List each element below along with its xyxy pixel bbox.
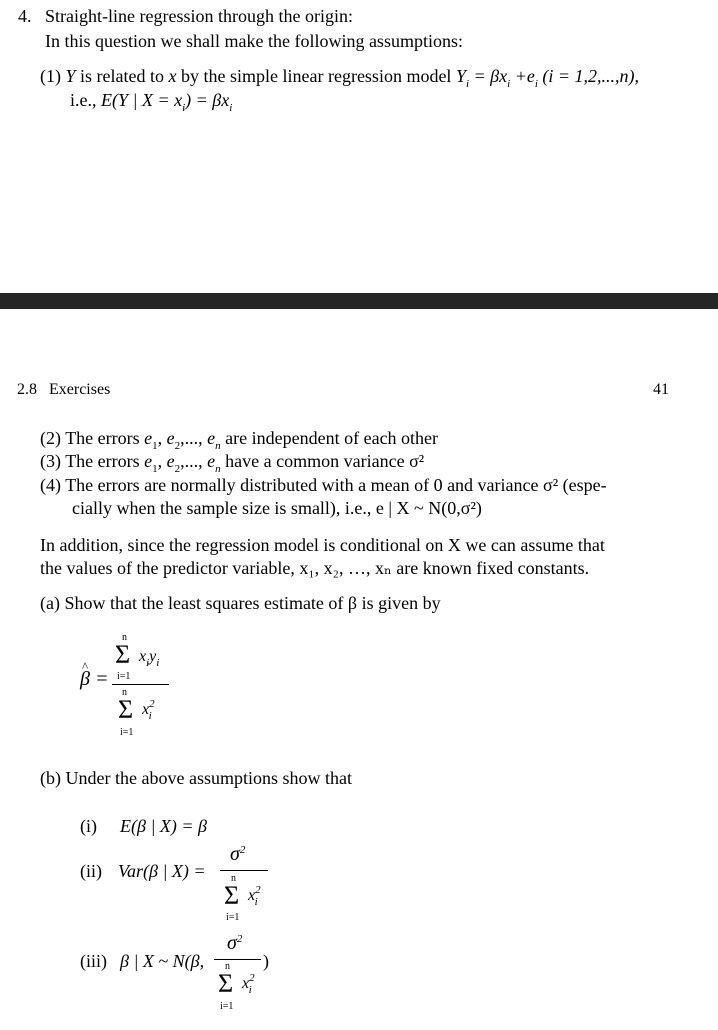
part-a [40, 592, 441, 614]
iii-sigma: Σ [218, 969, 234, 998]
part-b-ii-label: (ii) [80, 861, 102, 881]
var-x: x [168, 66, 177, 86]
assumption-2: (2) The errors $e_1$, $e_2$,..., $e_n$ are independent of each other [40, 428, 439, 452]
assumption-1-label: (1) [40, 66, 61, 86]
assumption-3-text-b: have a common variance σ² [225, 451, 425, 471]
beta-hat: ^ β = [80, 668, 108, 691]
section-number: 2.8 [17, 381, 37, 398]
assumption-3-text-a: The errors [65, 451, 140, 471]
model-Y: Y [455, 66, 466, 86]
section-title: Exercises [49, 381, 111, 398]
iii-limit-bottom: i=1 [220, 1001, 234, 1012]
iii-close: ) [263, 951, 269, 971]
page-number: 41 [653, 381, 669, 398]
model-error: +e [514, 66, 535, 86]
assumption-3-label: (3) [40, 451, 61, 471]
page-divider [0, 293, 718, 309]
fraction-bar-ii [220, 870, 268, 871]
den-limit-bottom: i=1 [120, 727, 134, 738]
part-b-iii-label: (iii) [80, 951, 107, 971]
den-sigma: Σ [118, 695, 134, 724]
assumption-4-text-a: The errors are normally distributed with a mean of 0 and variance σ² (espe- [65, 475, 607, 495]
part-b-iii-expr: β | X ~ N(β, [120, 951, 205, 971]
assumption-1-ie: i.e., E(Y | $X = x_i) = \beta x_i$ [70, 90, 233, 114]
model-index: (i = 1,2,...,n), [542, 66, 640, 86]
iii-limit-top: n [225, 961, 230, 972]
model-rhs: = βx [473, 66, 508, 86]
part-b-label: (b) [40, 768, 61, 788]
ii-sigma-sq: $\sigma^2$ [230, 843, 246, 865]
num-limit-bottom: i=1 [117, 671, 131, 682]
ii-den-term: $x^2_i$ [248, 884, 261, 908]
beta-hat-lhs [80, 668, 108, 691]
part-b-text: Under the above assumptions show that [65, 768, 352, 788]
ie-text: i.e., [70, 90, 97, 110]
part-b-i-expr: E(β | X) = β [120, 816, 208, 836]
assumption-3: (3) The errors $e_1$, $e_2$,..., $e_n$ have a common variance σ² [40, 451, 425, 475]
question-title: Straight-line regression through the origin: [45, 6, 353, 26]
num-sigma: Σ [115, 640, 131, 669]
part-a-label: (a) [40, 593, 60, 613]
ii-limit-top: n [231, 873, 236, 884]
assumption-2-text-b: are independent of each other [225, 428, 439, 448]
iii-den-term: $x^2_i$ [242, 972, 255, 996]
error-e: e [144, 451, 153, 471]
assumption-4-cont: cially when the sample size is small), i.e., e | X ~ N(0,σ²) [72, 498, 482, 518]
question-intro: In this question we shall make the following assumptions: [45, 31, 463, 51]
section-header [17, 381, 110, 399]
den-limit-top: n [122, 687, 127, 698]
assumption-1-text2: by the simple linear regression model [181, 66, 452, 86]
addition-line-1: In addition, since the regression model is conditional on X we can assume that [40, 535, 605, 555]
expectation: E(Y | X = x [101, 90, 183, 110]
part-b-i-label: (i) [80, 816, 97, 836]
var-Y: Y [65, 66, 76, 86]
num-limit-top: n [122, 632, 127, 643]
ii-limit-bottom: i=1 [226, 912, 240, 923]
error-e: e [144, 428, 153, 448]
question-number: 4. [18, 6, 32, 26]
part-a-text: Show that the least squares estimate of β is given by [64, 593, 441, 613]
iii-sigma-sq: $\sigma^2$ [227, 932, 243, 954]
part-b-ii-expr: Var(β | X) = [118, 861, 206, 881]
ii-sigma: Σ [224, 881, 240, 910]
assumption-4-label: (4) [40, 475, 61, 495]
assumption-4 [40, 474, 607, 496]
assumption-2-label: (2) [40, 428, 61, 448]
assumption-2-text-a: The errors [65, 428, 140, 448]
den-term: $x^2_i$ [142, 698, 155, 722]
fraction-bar-a [112, 684, 169, 685]
assumption-1: (1) Y is related to x by the simple linear regression model $Y_i = \beta x_i +e_i$ (i = 1,2,...,n), [40, 66, 640, 90]
part-b [40, 767, 352, 789]
addition-line-2: the values of the predictor variable, x₁, x₂, …, xₙ are known fixed constants. [40, 558, 590, 578]
assumption-1-text: is related to [80, 66, 164, 86]
num-term: $x_iy_i$ [139, 648, 160, 669]
expectation-rhs: ) = βx [185, 90, 230, 110]
fraction-bar-iii [214, 959, 261, 960]
